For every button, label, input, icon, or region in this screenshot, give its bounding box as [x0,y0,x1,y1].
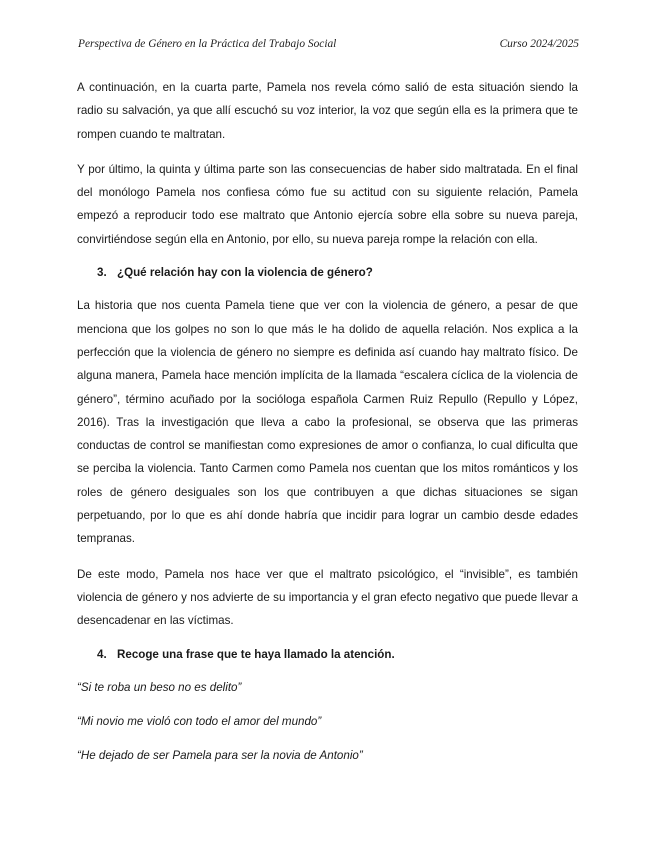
page-header [78,38,579,50]
document-body [77,76,578,768]
quote-list [77,676,578,768]
section-number: 4. [97,647,107,661]
quote: “Si te roba un beso no es delito” [77,680,242,694]
paragraph: Y por último, la quinta y última parte son las consecuencias de haber sido maltratada. En el final del monólogo Pamela nos confiesa cómo fue su actitud con su siguiente relación, Pamela empezó a reproducir todo ese maltrato que Antonio ejercía sobre ella sobre su nueva pareja, convirtiéndose según ella en Antonio, por ello, su nueva pareja rompe la relación con ella. [77,162,578,246]
section-title: Recoge una frase que te haya llamado la atención. [117,647,395,661]
quote: “Mi novio me violó con todo el amor del mundo” [77,715,322,729]
section-heading-4 [97,643,578,666]
section-number: 3. [97,266,107,280]
paragraph: De este modo, Pamela nos hace ver que el maltrato psicológico, el “invisible”, es también violencia de género y nos advierte de su importancia y el gran efecto negativo que puede llevar a desencadenar en las víctimas. [77,567,578,628]
paragraph: La historia que nos cuenta Pamela tiene que ver con la violencia de género, a pesar de que menciona que los golpes no son lo que más le ha dolido de aquella relación. Nos explica a la perfección que la violencia de género no siempre es definida así cuando hay maltrato físico. De alguna manera, Pamela hace mención implícita de la llamada “escalera cíclica de la violencia de género”, término acuñado por la socióloga española Carmen Ruiz Repullo (Repullo y López, 2016). Tras la investigación que lleva a cabo la profesional, se observa que las primeras conductas de control se manifiestan como expresiones de amor o confianza, lo cual dificulta que se perciba la violencia. Tanto Carmen como Pamela nos cuentan que los mitos románticos y los roles de género desiguales son los que contribuyen a que dichas situaciones se sigan perpetuando, por lo que es ahí donde habría que incidir para lograr un cambio desde edades tempranas. [77,299,578,546]
paragraph: A continuación, en la cuarta parte, Pamela nos revela cómo salió de esta situación siendo la radio su salvación, ya que allí escuchó su voz interior, la voz que según ella es la primera que te rompen cuando te maltratan. [77,81,578,141]
section-title: ¿Qué relación hay con la violencia de género? [117,266,373,280]
header-course-title: Perspectiva de Género en la Práctica del Trabajo Social [78,38,337,50]
header-academic-year: Curso 2024/2025 [499,38,579,50]
section-heading-3 [97,261,578,284]
quote: “He dejado de ser Pamela para ser la novia de Antonio” [77,749,363,763]
